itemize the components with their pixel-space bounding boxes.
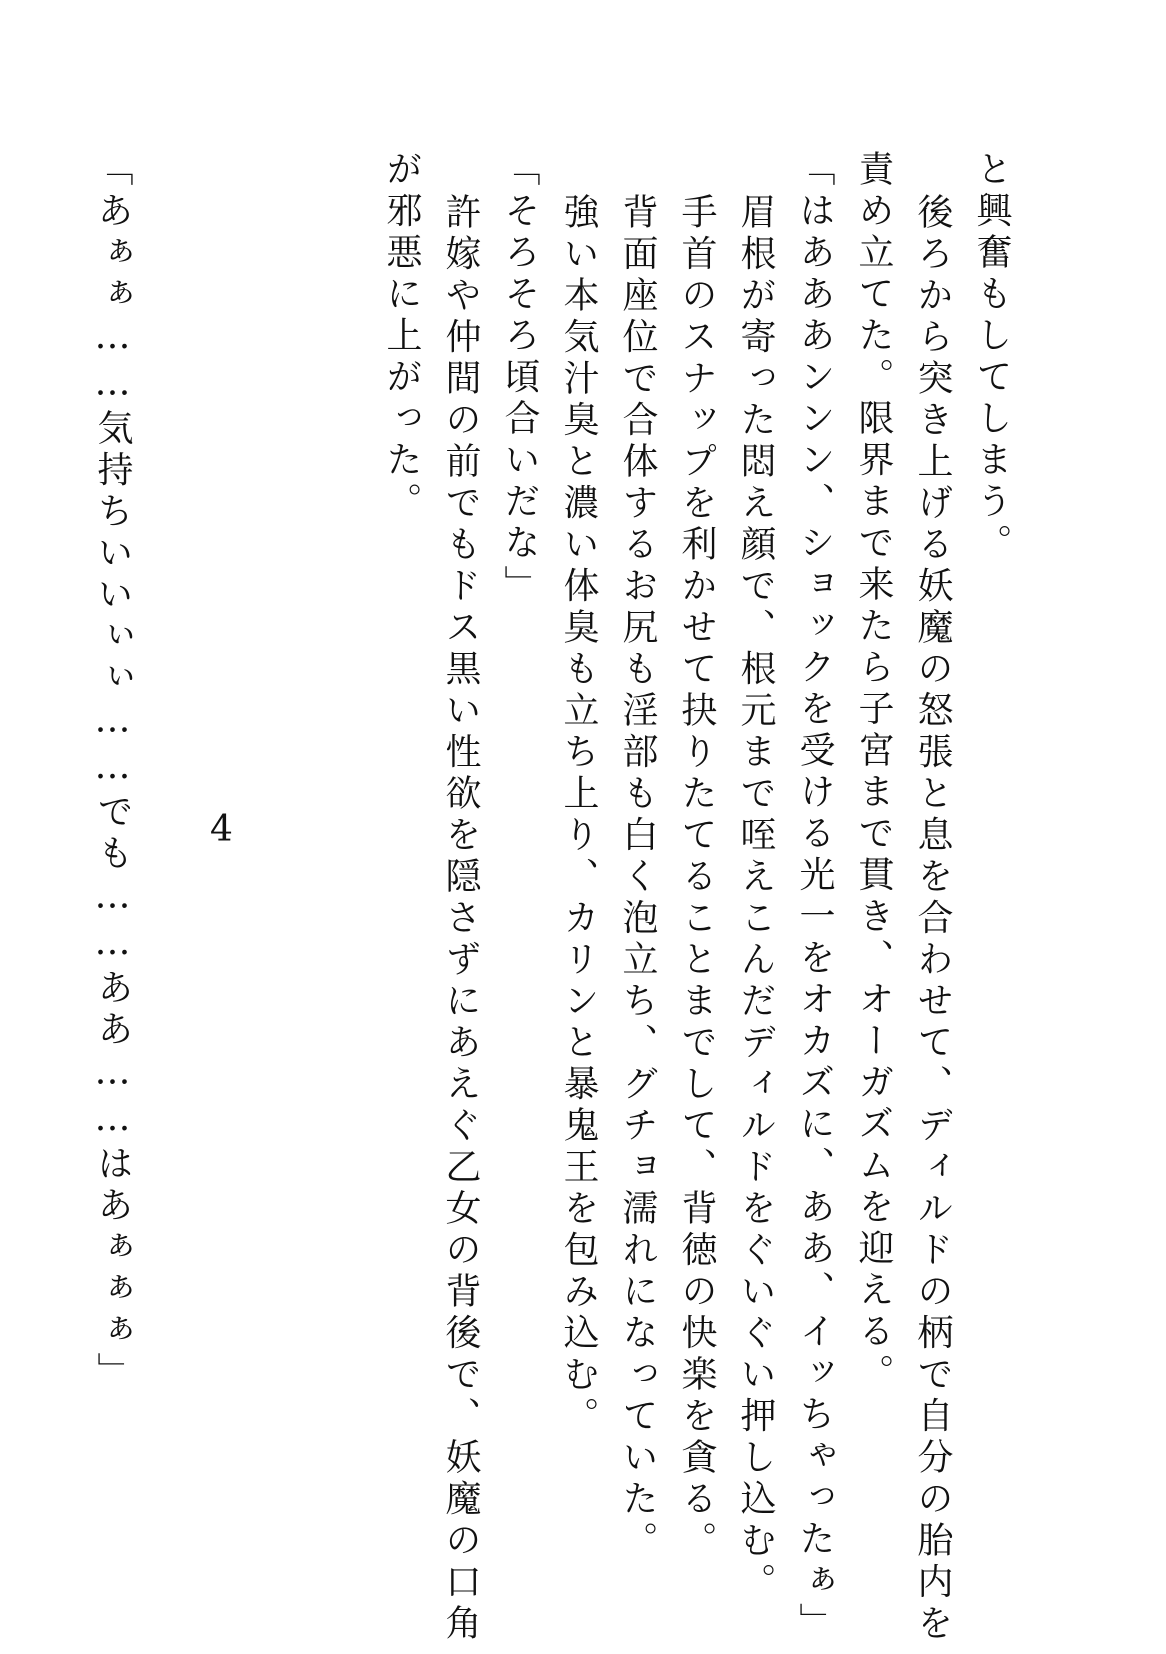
text-column-1: と興奮もしてしまう。 (971, 150, 1012, 565)
page-number: 4 (210, 809, 233, 850)
text-column-6: 手首のスナップを利かせて抉りたてることまでして、背徳の快楽を貪る。 (676, 193, 717, 1563)
text-column-11: が邪悪に上がった。 (381, 150, 422, 524)
text-column-2: 後ろから突き上げる妖魔の怒張と息を合わせて、ディルドの柄で自分の胎内を (912, 193, 953, 1646)
text-column-3: 責め立てた。限界まで来たら子宮まで貫き、オーガズムを迎える。 (853, 150, 894, 1395)
text-column-12: 「あぁぁ……気持ちいいぃぃ……でも……ああ……はあぁぁぁ」 (92, 150, 133, 1394)
text-column-5: 眉根が寄った悶え顔で、根元まで咥えこんだディルドをぐいぐい押し込む。 (735, 193, 776, 1604)
text-column-10: 許嫁や仲間の前でもドス黒い性欲を隠さずにあえぐ乙女の背後で、妖魔の口角 (440, 193, 481, 1646)
text-column-4: 「はあああンンン、ショックを受ける光一をオカズに、ああ、イッちゃったぁ」 (794, 150, 835, 1644)
text-column-8: 強い本気汁臭と濃い体臭も立ち上り、カリンと暴鬼王を包み込む。 (558, 193, 599, 1438)
text-column-7: 背面座位で合体するお尻も淫部も白く泡立ち、グチョ濡れになっていた。 (617, 193, 658, 1563)
text-column-9: 「そろそろ頃合いだな」 (499, 150, 540, 607)
